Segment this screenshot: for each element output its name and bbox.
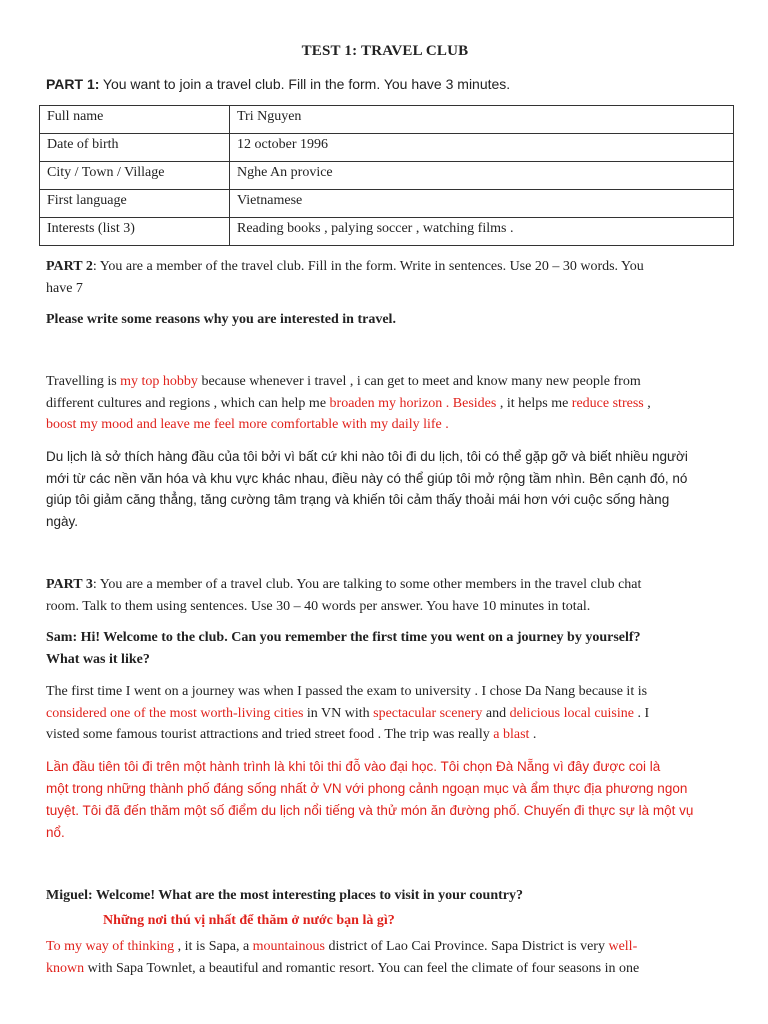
part2-instruction-text-b: have 7 [46, 280, 83, 296]
table-row [40, 190, 734, 218]
sam-question [46, 627, 718, 670]
translation-line: nổ. [46, 825, 65, 840]
part2-answer [46, 371, 718, 436]
answer-text: . [442, 395, 453, 411]
highlight-phrase: mountainous [252, 939, 326, 954]
answer-text: because whenever i travel , i can get to meet and know many new people from [197, 374, 641, 389]
highlight-phrase: Besides [452, 395, 497, 411]
part1-instruction [46, 76, 510, 94]
part3-instruction-text-a: : You are a member of a travel club. You are talking to some other members in the travel club chat [92, 577, 642, 592]
sam-answer [46, 681, 718, 746]
highlight-phrase: delicious local cuisine [509, 705, 634, 721]
form-value: Reading books , palying soccer , watching films . [230, 218, 734, 246]
answer-text: . I [634, 705, 650, 721]
highlight-phrase: known [46, 960, 85, 976]
form-label: Interests (list 3) [40, 218, 230, 246]
highlight-phrase: reduce stress [571, 395, 644, 411]
table-row [40, 106, 734, 134]
answer-text: visted some famous tourist attractions and tried street food . The trip was really [46, 727, 494, 742]
form-label: Full name [40, 106, 230, 134]
highlight-phrase: considered one of the most worth-living cities [46, 705, 304, 721]
highlight-phrase: spectacular scenery [373, 705, 483, 721]
answer-text: . [529, 727, 537, 742]
part2-question: Please write some reasons why you are interested in travel. [46, 312, 396, 327]
table-row [40, 162, 734, 190]
table-row [40, 218, 734, 246]
part2-label: PART 2 [46, 259, 93, 274]
translation-line: ngày. [46, 513, 79, 529]
form-value: 12 october 1996 [230, 134, 734, 162]
form-value: Vietnamese [230, 190, 734, 218]
answer-text: , it helps me [496, 395, 572, 411]
answer-text: with Sapa Townlet, a beautiful and romantic resort. You can feel the climate of four seasons in one [84, 960, 640, 976]
form-value: Nghe An provice [230, 162, 734, 190]
sam-translation [46, 756, 718, 844]
question-line: Sam: Hi! Welcome to the club. Can you remember the first time you went on a journey by yourself? [46, 630, 641, 645]
answer-text: in VN with [303, 705, 374, 721]
highlight-phrase: a blast [493, 727, 530, 742]
highlight-phrase: boost my mood and leave me feel more comfortable with my daily life [46, 417, 442, 432]
highlight-phrase: broaden my horizon [329, 395, 443, 411]
part2-instruction-text-a: : You are a member of the travel club. Fill in the form. Write in sentences. Use 20 – 30 words. You [92, 259, 644, 274]
part1-instruction-text: You want to join a travel club. Fill in the form. You have 3 minutes. [102, 76, 511, 92]
miguel-answer [46, 936, 718, 979]
answer-text: The first time I went on a journey was when I passed the exam to university . I chose Da Nang because it is [46, 684, 648, 699]
answer-text: and [482, 705, 510, 721]
part3-label: PART 3 [46, 577, 93, 592]
form-label: City / Town / Village [40, 162, 230, 190]
answer-text: , it is Sapa, a [174, 939, 253, 954]
highlight-phrase: To my way of thinking [46, 939, 175, 954]
translation-line: tuyệt. Tôi đã đến thăm một số điểm du lịch nổi tiếng và thử món ăn đường phố. Chuyến đi thực sự là một vụ [46, 803, 694, 818]
answer-text: , [643, 395, 651, 411]
part3-instruction [46, 574, 718, 617]
part1-label: PART 1: [46, 76, 100, 92]
highlight-phrase: my top hobby [120, 374, 198, 389]
answer-text: . [441, 417, 449, 432]
table-row [40, 134, 734, 162]
translation-line: Lần đầu tiên tôi đi trên một hành trình là khi tôi thi đỗ vào đại học. Tôi chọn Đà Nẵng vì đây được coi là [46, 759, 661, 774]
question-line: What was it like? [46, 651, 150, 667]
page-title: TEST 1: TRAVEL CLUB [301, 43, 469, 59]
form-label: First language [40, 190, 230, 218]
translation-line: giúp tôi giảm căng thẳng, tăng cường tâm trạng và khiến tôi cảm thấy thoải mái hơn với cuộc sống hàng [46, 492, 670, 507]
answer-text: Travelling is [46, 374, 121, 389]
membership-form-table [39, 105, 734, 246]
answer-text: district of Lao Cai Province. Sapa District is very [325, 939, 609, 954]
form-value: Tri Nguyen [230, 106, 734, 134]
form-label: Date of birth [40, 134, 230, 162]
part2-instruction [46, 256, 718, 299]
answer-text: different cultures and regions , which can help me [46, 395, 330, 411]
miguel-translation: Những nơi thú vị nhất để thăm ở nước bạn là gì? [103, 913, 395, 928]
miguel-question: Miguel: Welcome! What are the most interesting places to visit in your country? [46, 888, 523, 903]
part3-instruction-text-b: room. Talk to them using sentences. Use 30 – 40 words per answer. You have 10 minutes in total. [46, 598, 591, 614]
part2-translation [46, 446, 718, 532]
translation-line: Du lịch là sở thích hàng đầu của tôi bởi vì bất cứ khi nào tôi đi du lịch, tôi có thể gặp gỡ và biết nhiều người [46, 449, 688, 464]
translation-line: mới từ các nền văn hóa và khu vực khác nhau, điều này có thể giúp tôi mở rộng tầm nhìn. Bên cạnh đó, nó [46, 470, 688, 486]
highlight-phrase: well- [608, 939, 638, 954]
translation-line: một trong những thành phố đáng sống nhất ở VN với phong cảnh ngoạn mục và ẩm thực địa phương ngon [46, 781, 688, 796]
